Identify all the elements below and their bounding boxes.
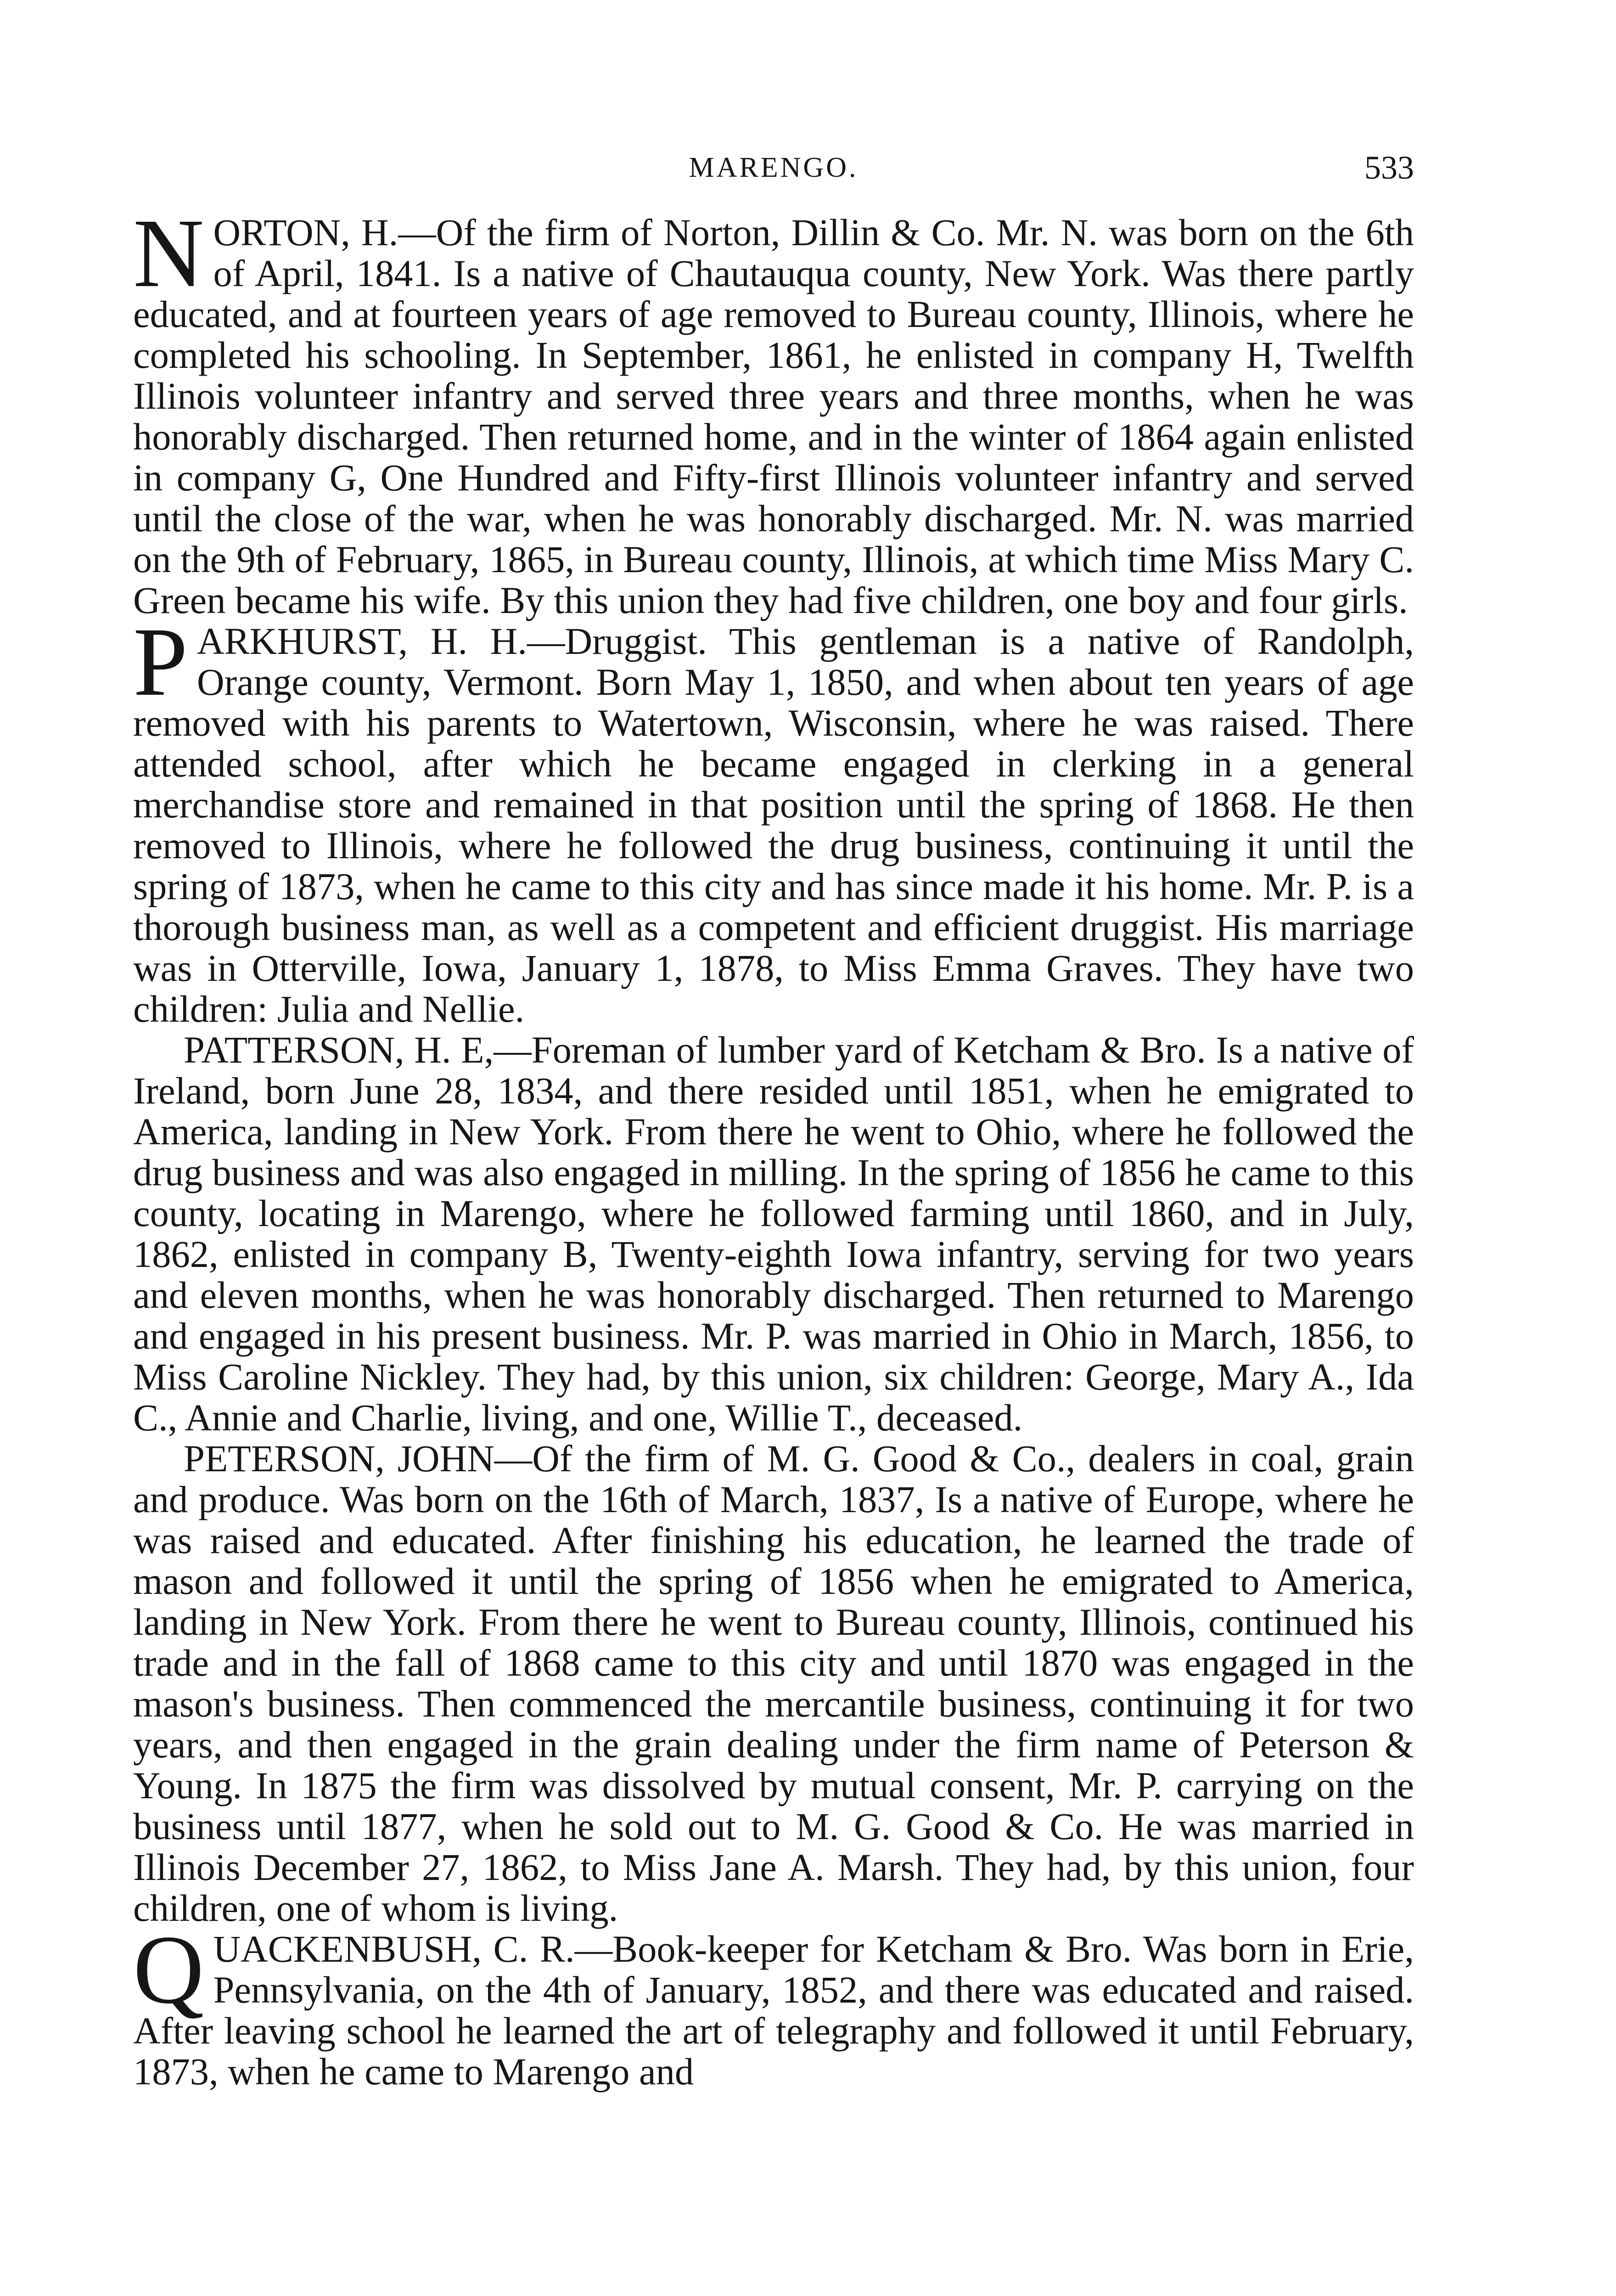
entry-text: UACKENBUSH, C. R.—Book-keeper for Ketcham & Bro. Was born in Erie, Pennsylvania, on the 4th of January, 1852, and there was educated and raised. After leaving school he learned the art of telegraphy and followed it until February, 1873, when he came to Marengo and xyxy=(133,1928,1414,2093)
page-header xyxy=(133,149,1414,193)
page-body xyxy=(133,199,1414,2093)
entry-patterson xyxy=(133,1030,1414,1438)
drop-cap: Q xyxy=(133,1915,204,2024)
drop-cap: N xyxy=(133,199,204,308)
entry-text: PETERSON, JOHN—Of the firm of M. G. Good & Co., dealers in coal, grain and produce. Was born on the 16th of March, 1837, Is a native of Europe, where he was raised and educated. After finishing his education, he learned the trade of mason and followed it until the spring of 1856 when he emigrated to America, landing in New York. From there he went to Bureau county, Illinois, continued his trade and in the fall of 1868 came to this city and until 1870 was engaged in the mason's business. Then commenced the mercantile business, continuing it for two years, and then engaged in the grain dealing under the firm name of Peterson & Young. In 1875 the firm was dissolved by mutual consent, Mr. P. carrying on the business until 1877, when he sold out to M. G. Good & Co. He was married in Illinois December 27, 1862, to Miss Jane A. Marsh. They had, by this union, four children, one of whom is living. xyxy=(133,1437,1414,1929)
entry-text: ORTON, H.—Of the firm of Norton, Dillin & Co. Mr. N. was born on the 6th of April, 1841. Is a native of Chautauqua county, New York. Was there partly educated, and at fourteen years of age removed to Bureau county, Illinois, where he completed his schooling. In September, 1861, he enlisted in company H, Twelfth Illinois volunteer infantry and served three years and three months, when he was honorably discharged. Then returned home, and in the winter of 1864 again enlisted in company G, One Hundred and Fifty-first Illinois volunteer infantry and served until the close of the war, when he was honorably discharged. Mr. N. was married on the 9th of February, 1865, in Bureau county, Illinois, at which time Miss Mary C. Green became his wife. By this union they had five children, one boy and four girls. xyxy=(133,211,1414,621)
page-number: 533 xyxy=(1364,149,1414,186)
entry-quackenbush xyxy=(133,1915,1414,2093)
entry-peterson xyxy=(133,1438,1414,1929)
running-title: MARENGO. xyxy=(689,152,858,183)
entry-parkhurst xyxy=(133,608,1414,1030)
entry-text: PATTERSON, H. E,—Foreman of lumber yard of Ketcham & Bro. Is a native of Ireland, born June 28, 1834, and there resided until 1851, when he emigrated to America, landing in New York. From there he went to Ohio, where he followed the drug business and was also engaged in milling. In the spring of 1856 he came to this county, locating in Marengo, where he followed farming until 1860, and in July, 1862, enlisted in company B, Twenty-eighth Iowa infantry, serving for two years and eleven months, when he was honorably discharged. Then returned to Marengo and engaged in his present business. Mr. P. was married in Ohio in March, 1856, to Miss Caroline Nickley. They had, by this union, six children: George, Mary A., Ida C., Annie and Charlie, living, and one, Willie T., deceased. xyxy=(133,1029,1414,1439)
entry-text: ARKHURST, H. H.—Druggist. This gentleman is a native of Randolph, Orange county, Vermont. Born May 1, 1850, and when about ten years of age removed with his parents to Watertown, Wisconsin, where he was raised. There attended school, after which he became engaged in clerking in a general merchandise store and remained in that position until the spring of 1868. He then removed to Illinois, where he followed the drug business, continuing it until the spring of 1873, when he came to this city and has since made it his home. Mr. P. is a thorough business man, as well as a competent and efficient druggist. His marriage was in Otterville, Iowa, January 1, 1878, to Miss Emma Graves. They have two children: Julia and Nellie. xyxy=(133,620,1414,1030)
entry-norton xyxy=(133,199,1414,621)
drop-cap: P xyxy=(133,608,188,716)
